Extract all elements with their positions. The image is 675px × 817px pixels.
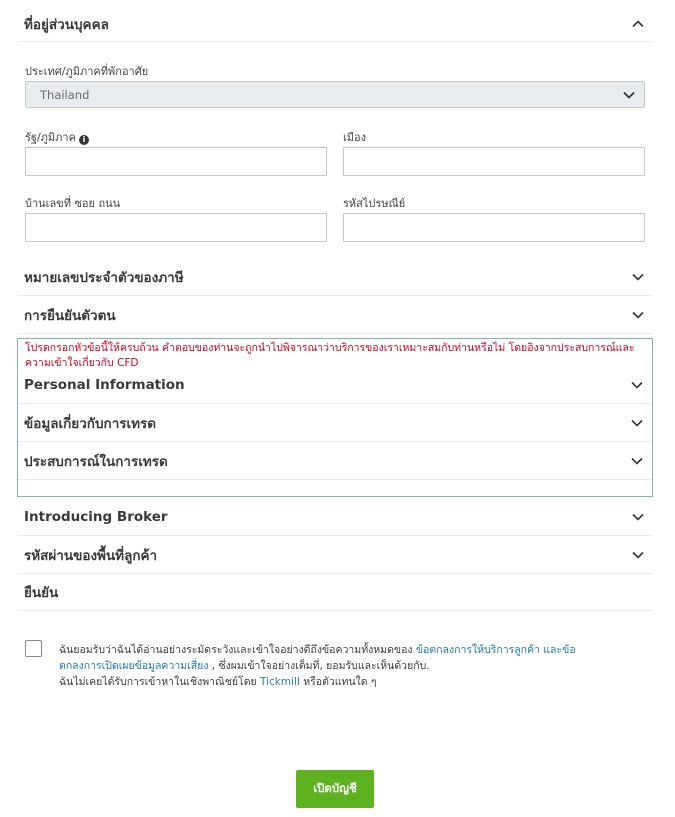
- country-label: ประเทศ/ภูมิภาคที่พักอาศัย: [25, 65, 149, 78]
- chevron-down-icon[interactable]: [631, 510, 645, 524]
- open-account-button[interactable]: เปิดบัญชี: [296, 770, 374, 808]
- state-label: [25, 128, 89, 146]
- city-label: เมือง: [343, 131, 366, 144]
- chevron-down-icon[interactable]: [631, 270, 645, 284]
- section-address-header[interactable]: [18, 6, 653, 42]
- section-trading-info-title: ข้อมูลเกี่ยวกับการเทรด: [24, 415, 157, 432]
- state-input[interactable]: [25, 147, 327, 176]
- section-introducing-broker-title: Introducing Broker: [24, 508, 168, 525]
- section-confirm-title: ยืนยัน: [24, 585, 59, 601]
- section-tax-id-header[interactable]: [18, 258, 653, 296]
- chevron-down-icon[interactable]: [630, 454, 644, 468]
- postcode-input[interactable]: [343, 213, 645, 242]
- street-input[interactable]: [25, 213, 327, 242]
- section-trading-experience-title: ประสบการณ์ในการเทรด: [24, 453, 168, 470]
- warning-message: โปรดกรอกหัวข้อนี้ให้ครบถ้วน คำตอบของท่านจะถูกนำไปพิจารณาว่าบริการของเราเหมาะสมกับท่านหรือไม่ โดยอิงจากประสบการณ์และความเข้าใจเกี่ยวกับ CFD: [25, 342, 635, 369]
- risk-disclosure-link[interactable]: และข้อตกลงการเปิดเผยข้อมูลความเสี่ยง: [59, 644, 576, 672]
- consent-text-part2: , ซึ่งผมเข้าใจอย่างเต็มที่, ยอมรับและเห็นด้วยกับ.: [208, 660, 430, 672]
- section-verification-title: การยืนยันตัวตน: [24, 307, 116, 324]
- chevron-down-icon[interactable]: [631, 548, 645, 562]
- chevron-down-icon[interactable]: [630, 416, 644, 430]
- brand-name: Tickmill: [260, 676, 300, 688]
- section-trading-experience-header[interactable]: [18, 442, 652, 480]
- section-personal-info-title: Personal Information: [24, 377, 185, 393]
- chevron-down-icon[interactable]: [631, 308, 645, 322]
- consent-text-part1: ฉันยอมรับว่าฉันได้อ่านอย่างระมัดระวังและเข้าใจอย่างดีถึงข้อความทั้งหมดของ: [59, 644, 416, 656]
- postcode-label: รหัสไปรษณีย์: [343, 197, 406, 210]
- city-input[interactable]: [343, 147, 645, 176]
- section-introducing-broker-header[interactable]: [18, 498, 653, 536]
- country-select[interactable]: [25, 81, 645, 108]
- section-address-title: ที่อยู่ส่วนบุคคล: [24, 16, 109, 33]
- section-verification-header[interactable]: [18, 296, 653, 334]
- state-label-text: รัฐ/ภูมิภาค: [25, 131, 76, 144]
- consent-text-part3: ฉันไม่เคยได้รับการเข้าหาในเชิงพาณิชย์โดย: [59, 676, 261, 688]
- consent-text-part4: หรือตัวแทนใด ๆ: [299, 676, 377, 688]
- section-confirm-header[interactable]: [18, 574, 653, 611]
- info-icon[interactable]: i: [79, 135, 89, 145]
- street-label: บ้านเลขที่ ซอย ถนน: [25, 197, 121, 210]
- chevron-down-icon: [622, 88, 636, 102]
- country-select-value: Thailand: [40, 87, 90, 102]
- section-trading-info-header[interactable]: [18, 404, 652, 442]
- consent-text: [59, 642, 579, 690]
- section-client-password-title: รหัสผ่านของพื้นที่ลูกค้า: [24, 547, 158, 564]
- section-tax-id-title: หมายเลขประจำตัวของภาษี: [24, 269, 184, 286]
- chevron-down-icon[interactable]: [630, 378, 644, 392]
- section-personal-info-header[interactable]: [18, 367, 652, 404]
- chevron-up-icon[interactable]: [631, 17, 645, 31]
- client-agreement-link[interactable]: ข้อตกลงการให้บริการลูกค้า: [415, 644, 540, 656]
- consent-checkbox[interactable]: [25, 640, 42, 657]
- section-client-password-header[interactable]: [18, 536, 653, 574]
